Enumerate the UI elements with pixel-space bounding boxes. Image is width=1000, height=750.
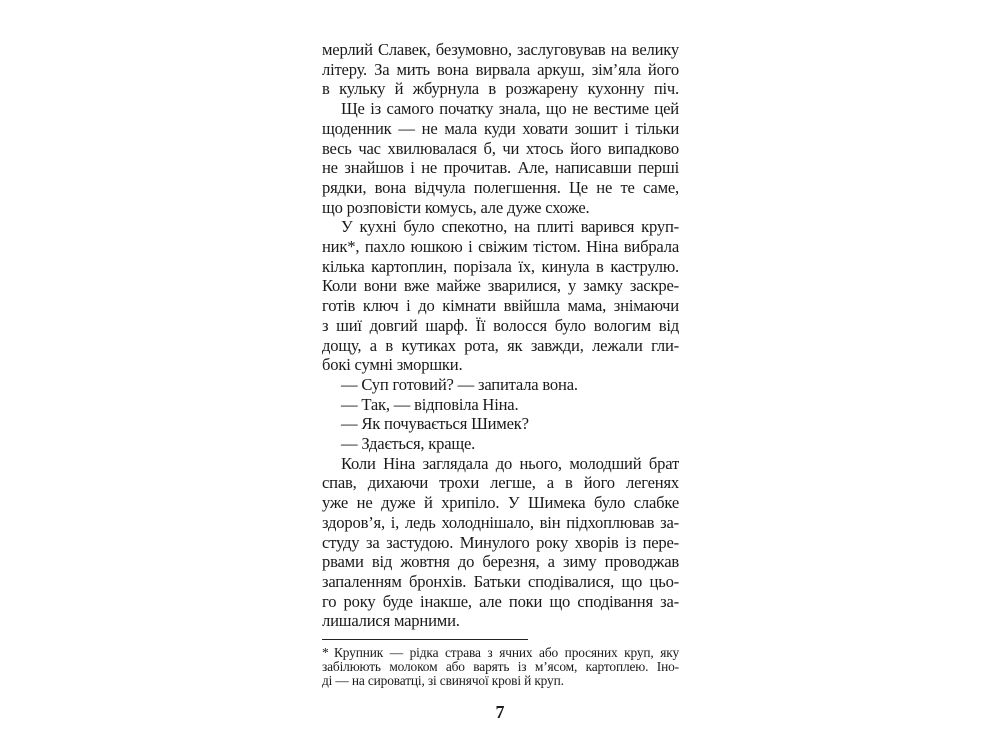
text-line: Коли Ніна заглядала до нього, молодший брат: [341, 453, 679, 473]
text-line: — Суп готовий? — запитала вона.: [341, 374, 578, 394]
text-line: У кухні було спекотно, на плиті варився круп-: [341, 217, 679, 237]
body-text: [322, 40, 679, 631]
footnote-line: ді — на сироватці, зі свинячої крові й круп.: [322, 673, 564, 689]
text-line: уже не дуже й хрипіло. У Шимека було слабке: [322, 493, 679, 513]
text-line: спав, дихаючи трохи легше, а в його легенях: [322, 473, 679, 493]
text-line: з шиї довгий шарф. Її волосся було вологим від: [322, 315, 679, 335]
text-line: бокі сумні зморшки.: [322, 355, 463, 375]
footnote: [322, 646, 679, 689]
text-line: запаленням бронхів. Батьки сподівалися, що цьо-: [322, 571, 679, 591]
footnote-first-row: [322, 646, 679, 660]
footnote-divider: [322, 639, 528, 640]
text-line: — Здається, краще.: [341, 434, 476, 454]
footnote-marker: *: [322, 645, 329, 660]
text-line: дощу, а в кутиках рота, як завжди, лежали гли-: [322, 335, 679, 355]
text-line: рвами від жовтня до березня, а зиму проводжав: [322, 552, 679, 572]
footnote-line: Крупник — рідка страва з ячних або просяних круп, яку: [334, 645, 679, 660]
text-line: студу за застудою. Минулого року хворів із пере-: [322, 532, 679, 552]
text-line: лишалися марними.: [322, 611, 460, 631]
text-line: мерлий Славек, безумовно, заслуговував на велику: [322, 40, 679, 59]
footnote-line: забілюють молоком або варять із м’ясом, картоплею. Іно-: [322, 659, 679, 675]
text-line: здоров’я, і, ледь холоднішало, він підхоплював за-: [322, 512, 679, 532]
text-line: го року буде інакше, але поки що сподівання за-: [322, 591, 679, 611]
text-line: кілька картоплин, порізала їх, кинула в каструлю.: [322, 256, 679, 276]
text-line: Ще із самого початку знала, що не вестиме цей: [341, 99, 679, 119]
text-line: щоденник — не мала куди ховати зошит і тільки: [322, 118, 679, 138]
text-line: — Так, — відповіла Ніна.: [341, 394, 519, 414]
text-line: літеру. За мить вона вирвала аркуш, зім’яла його: [322, 59, 679, 79]
text-line: не знайшов і не прочитав. Але, написавши перші: [322, 158, 679, 178]
page-number: 7: [495, 702, 505, 722]
text-line: рядки, вона відчула полегшення. Це не те саме,: [322, 177, 679, 197]
text-line: в кульку й жбурнула в розжарену кухонну піч.: [322, 79, 679, 99]
text-line: — Як почувається Шимек?: [341, 414, 529, 434]
text-line: весь час хвилювалася б, чи хтось його випадково: [322, 138, 679, 158]
text-line: Коли вони вже майже зварилися, у замку заскре-: [322, 276, 679, 296]
text-line: готів ключ і до кімнати ввійшла мама, знімаючи: [322, 296, 679, 316]
text-line: ник*, пахло юшкою і свіжим тістом. Ніна вибрала: [322, 237, 679, 257]
text-line: що розповісти комусь, але дуже схоже.: [322, 197, 590, 217]
